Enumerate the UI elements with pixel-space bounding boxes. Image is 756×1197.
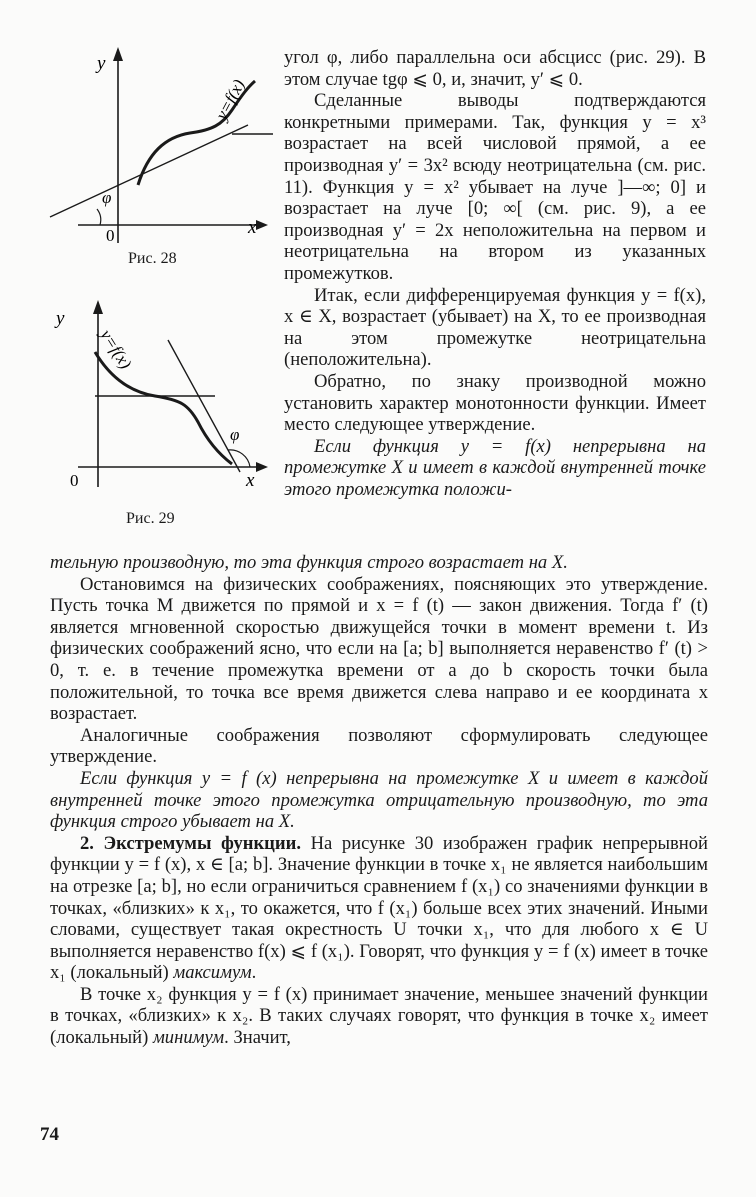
figure-28-y-label: y — [97, 53, 106, 74]
figure-28-curve-label: y=f(x) — [211, 76, 249, 123]
figure-29-curve-label: y=f(x) — [96, 326, 136, 373]
theorem-increasing: Если функция y = f(x) непрерывна на промежутке X и имеет в каждой внутренней точке этого промежутка положи- — [284, 435, 706, 500]
paragraph-physics: Остановимся на физических соображениях, поясняющих это утверждение. Пусть точка M движется по прямой и x = f (t) — закон движения. Тогда f′ (t) является мгновенной скоростью движущейся точки в момент времени t. Из физических соображений ясно, что если на [a; b] выполняется неравенство f′ (t) > 0, т. е. в течение промежутка времени от a до b скорость точки была положительной, то точка все время движется слева направо и ее координата x возрастает. — [50, 573, 708, 725]
term-maximum: максимум — [173, 962, 252, 984]
text-column — [284, 47, 706, 500]
figure-28 — [40, 45, 280, 250]
figure-29-angle: φ — [230, 425, 240, 444]
page-number: 74 — [40, 1124, 59, 1145]
theorem-increasing-cont: тельную производную, то эта функция строго возрастает на X. — [50, 552, 568, 573]
paragraph-analogous: Аналогичные соображения позволяют сформулировать следующее утверждение. — [50, 724, 708, 768]
paragraph-minimum: В точке x₂ функция y = f (x) принимает значение, меньшее значений функции в точках, «близких» к x₂. В таких случаях говорят, что функция в точке x₂ имеет (локальный) минимум. Значит, — [50, 983, 708, 1049]
figure-29-y-label: y — [56, 308, 65, 329]
column-paragraph: Итак, если дифференцируемая функция y = f(x), x ∈ X, возрастает (убывает) на X, то ее производная на этом промежутке неотрицательна (неположительна). — [284, 284, 706, 371]
figure-29-caption: Рис. 29 — [126, 510, 175, 527]
column-paragraph: Сделанные выводы подтверждаются конкретными примерами. Так, функция y = x³ возрастает на всей числовой прямой, а ее производная y′ = 3x² всюду неотрицательна (см. рис. 11). Функция y = x² убывает на луче ]—∞; 0] и возрастает на луче [0; ∞[ (см. рис. 9), а ее производная y′ = 2x неположительна на первом и неотрицательна на втором из указанных промежутков. — [284, 90, 706, 284]
figure-28-origin: 0 — [106, 226, 115, 245]
figure-29 — [40, 292, 280, 497]
figure-29-x-label: x — [246, 470, 255, 491]
figure-28-angle: φ — [102, 188, 112, 207]
figure-28-caption: Рис. 28 — [128, 250, 177, 267]
theorem-decreasing: Если функция y = f (x) непрерывна на промежутке X и имеет в каждой внутренней точке этого промежутка отрицательную производную, то эта функция строго убывает на X. — [50, 767, 708, 833]
figure-29-origin: 0 — [70, 471, 79, 490]
term-minimum: минимум — [152, 1027, 225, 1049]
column-paragraph: угол φ, либо параллельна оси абсцисс (рис. 29). В этом случае tgφ ⩽ 0, и, значит, y′ ⩽ 0. — [284, 47, 706, 90]
column-paragraph: Обратно, по знаку производной можно установить характер монотонности функции. Имеет место следующее утверждение. — [284, 370, 706, 436]
text-full — [50, 552, 708, 1049]
paragraph-extrema: 2. Экстремумы функции. На рисунке 30 изображен график непрерывной функции y = f (x), x ∈ [a; b]. Значение функции в точке x₁ не является наибольшим на отрезке [a; b], но если ограничиться сравнением f (x₁) со значениями функции в точках, «близких» к x₁, то окажется, что f (x₁) больше всех этих значений. Иными словами, существует такая окрестность U точки x₁, что для любого x ∈ U выполняется неравенство f(x) ⩽ f (x₁). Говорят, что функция y = f (x) имеет в точке x₁ (локальный) максимум. — [50, 832, 709, 984]
figure-28-x-label: x — [248, 217, 257, 238]
section-heading: 2. Экстремумы функции. — [80, 832, 301, 854]
